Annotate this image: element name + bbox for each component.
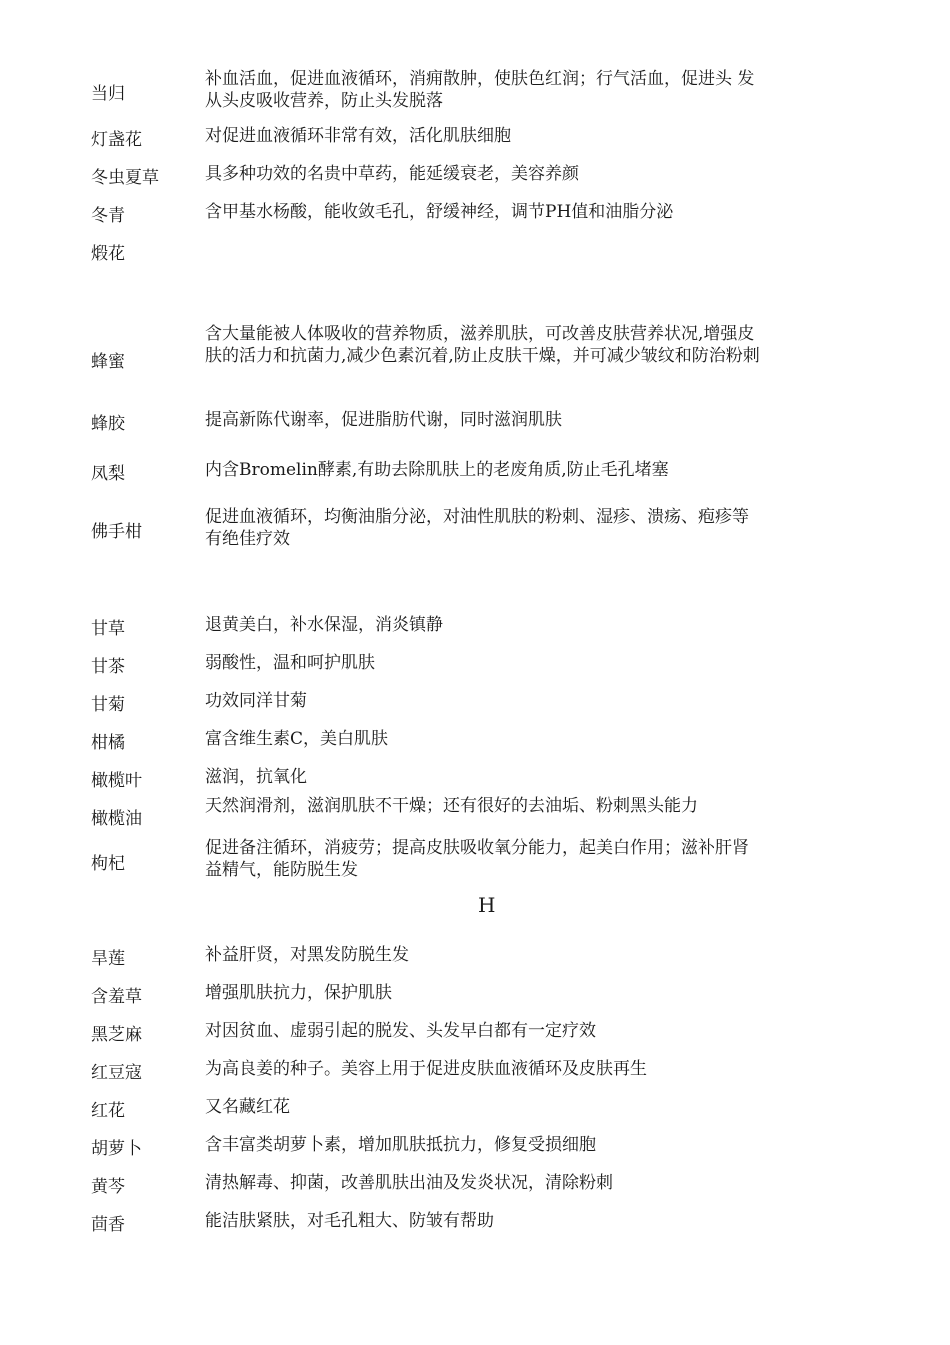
entry-name: 红花 bbox=[91, 1101, 125, 1121]
entry-description: 为高良姜的种子。美容上用于促进皮肤血液循环及皮肤再生 bbox=[205, 1059, 647, 1079]
entry-description: 功效同洋甘菊 bbox=[205, 691, 307, 711]
entry-description: 富含维生素C，美白肌肤 bbox=[205, 729, 389, 749]
entry-description: 对因贫血、虚弱引起的脱发、头发早白都有一定疗效 bbox=[205, 1021, 596, 1041]
entry-description: 具多种功效的名贵中草药，能延缓衰老，美容养颜 bbox=[205, 164, 579, 184]
entry-description: 补血活血，促进血液循环，消痈散肿，使肤色红润；行气活血，促进头 发从头皮吸收营养，防止头发脱落 bbox=[205, 69, 755, 111]
entry-name: 旱莲 bbox=[91, 949, 125, 969]
entry-description: 又名藏红花 bbox=[205, 1097, 290, 1117]
entry-description: 含大量能被人体吸收的营养物质，滋养肌肤，可改善皮肤营养状况,增强皮肤的活力和抗菌力,减少色素沉着,防止皮肤干燥，并可减少皱纹和防治粉刺 bbox=[205, 324, 760, 366]
entry-description: 增强肌肤抗力，保护肌肤 bbox=[205, 983, 392, 1003]
entry-description: 天然润滑剂，滋润肌肤不干燥；还有很好的去油垢、粉刺黑头能力 bbox=[205, 796, 698, 816]
entry-description: 促进备注循环，消疲劳；提高皮肤吸收氧分能力，起美白作用；滋补肝肾益精气，能防脱生发 bbox=[205, 838, 749, 880]
entry-name: 当归 bbox=[91, 84, 125, 104]
entry-name: 枸杞 bbox=[91, 854, 125, 874]
entry-name: 甘草 bbox=[91, 619, 125, 639]
entry-name: 柑橘 bbox=[91, 733, 125, 753]
entry-name: 蜂胶 bbox=[91, 414, 125, 434]
entry-name: 黄芩 bbox=[91, 1177, 125, 1197]
section-heading: H bbox=[478, 893, 496, 917]
entry-name: 茴香 bbox=[91, 1215, 125, 1235]
entry-name: 煅花 bbox=[91, 244, 125, 264]
entry-name: 含羞草 bbox=[91, 987, 142, 1007]
entry-name: 红豆寇 bbox=[91, 1063, 142, 1083]
entry-name: 冬虫夏草 bbox=[91, 168, 159, 188]
entry-name: 蜂蜜 bbox=[91, 352, 125, 372]
entry-name: 甘菊 bbox=[91, 695, 125, 715]
entry-name: 冬青 bbox=[91, 206, 125, 226]
entry-name: 凤梨 bbox=[91, 464, 125, 484]
entry-description: 提高新陈代谢率，促进脂肪代谢，同时滋润肌肤 bbox=[205, 410, 562, 430]
entry-description: 能洁肤紧肤，对毛孔粗大、防皱有帮助 bbox=[205, 1211, 494, 1231]
entry-name: 灯盏花 bbox=[91, 130, 142, 150]
entry-description: 滋润，抗氧化 bbox=[205, 767, 307, 787]
entry-name: 甘茶 bbox=[91, 657, 125, 677]
entry-description: 清热解毒、抑菌，改善肌肤出油及发炎状况，清除粉刺 bbox=[205, 1173, 613, 1193]
entry-description: 退黄美白，补水保湿，消炎镇静 bbox=[205, 615, 443, 635]
entry-name: 胡萝卜 bbox=[91, 1139, 142, 1159]
entry-name: 橄榄油 bbox=[91, 809, 142, 829]
entry-description: 弱酸性，温和呵护肌肤 bbox=[205, 653, 375, 673]
entry-description: 内含Bromelin酵素,有助去除肌肤上的老废角质,防止毛孔堵塞 bbox=[205, 460, 669, 480]
entry-description: 对促进血液循环非常有效，活化肌肤细胞 bbox=[205, 126, 511, 146]
entry-description: 含甲基水杨酸，能收敛毛孔，舒缓神经，调节PH值和油脂分泌 bbox=[205, 202, 674, 222]
entry-description: 含丰富类胡萝卜素，增加肌肤抵抗力，修复受损细胞 bbox=[205, 1135, 596, 1155]
entry-name: 橄榄叶 bbox=[91, 771, 142, 791]
entry-description: 补益肝贤，对黑发防脱生发 bbox=[205, 945, 409, 965]
entry-description: 促进血液循环，均衡油脂分泌，对油性肌肤的粉刺、湿疹、溃疡、疱疹等有绝佳疗效 bbox=[205, 507, 749, 549]
entry-name: 黑芝麻 bbox=[91, 1025, 142, 1045]
entry-name: 佛手柑 bbox=[91, 522, 142, 542]
